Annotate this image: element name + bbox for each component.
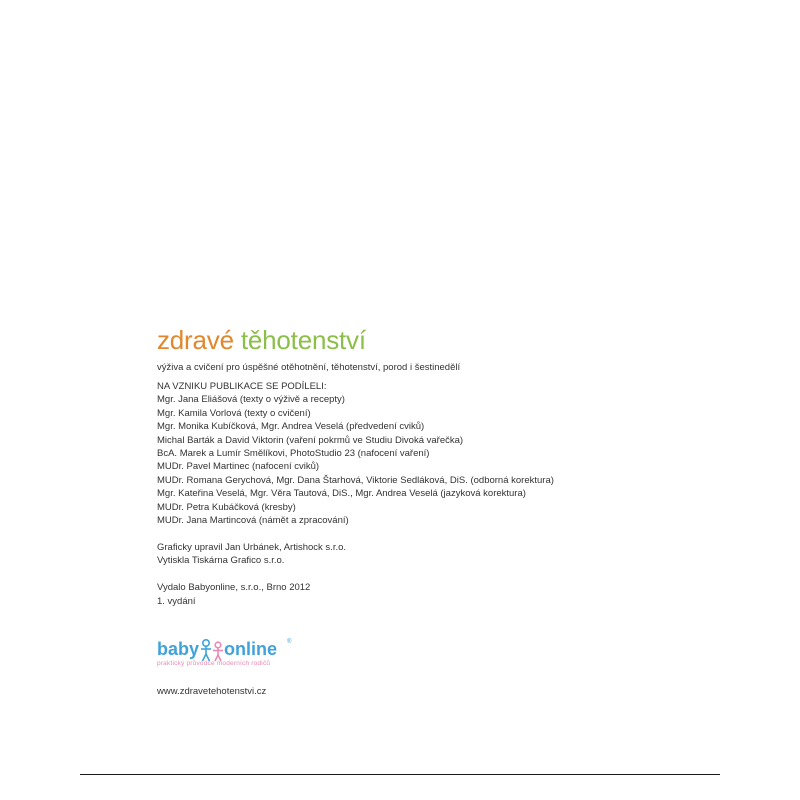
title-word-tehotenstvi: těhotenství xyxy=(240,325,366,355)
logo-tagline: praktický průvodce moderních rodičů xyxy=(157,660,271,667)
babyonline-logo xyxy=(157,638,317,674)
bottom-rule xyxy=(80,774,720,775)
edition-line: 1. vydání xyxy=(157,595,196,607)
credit-line: BcA. Marek a Lumír Smělíkovi, PhotoStudio 23 (nafocení vaření) xyxy=(157,448,430,460)
spacer xyxy=(157,568,554,581)
credit-line: MUDr. Pavel Martinec (nafocení cviků) xyxy=(157,461,320,473)
graphic-design-line: Graficky upravil Jan Urbánek, Artishock s.r.o. xyxy=(157,541,347,553)
printer-line: Vytiskla Tiskárna Grafico s.r.o. xyxy=(157,555,285,567)
publisher-line: Vydalo Babyonline, s.r.o., Brno 2012 xyxy=(157,582,311,594)
credit-line: Mgr. Kamila Vorlová (texty o cvičení) xyxy=(157,407,311,419)
credit-line: Mgr. Jana Eliášová (texty o výživě a recepty) xyxy=(157,394,345,406)
title-word-zdrave: zdravé xyxy=(157,325,234,355)
credit-line: MUDr. Jana Martincová (námět a zpracování) xyxy=(157,515,349,527)
credit-line: Michal Barták a David Viktorin (vaření pokrmů ve Studiu Divoká vařečka) xyxy=(157,434,464,446)
credits-block xyxy=(157,380,554,608)
logo-text-baby: baby xyxy=(157,639,200,659)
credit-line: MUDr. Petra Kubáčková (kresby) xyxy=(157,501,296,513)
book-title xyxy=(157,324,366,356)
book-subtitle: výživa a cvičení pro úspěšné otěhotnění, těhotenství, porod i šestinedělí xyxy=(157,362,461,373)
website-url: www.zdravetehotenstvi.cz xyxy=(157,686,267,697)
spacer xyxy=(157,527,554,540)
credits-heading: NA VZNIKU PUBLIKACE SE PODÍLELI: xyxy=(157,381,327,392)
credit-line: Mgr. Kateřina Veselá, Mgr. Věra Tautová, DiS., Mgr. Andrea Veselá (jazyková korektura) xyxy=(157,488,526,500)
logo-text-online: online xyxy=(224,639,277,659)
registered-mark: ® xyxy=(287,639,292,645)
credit-line: Mgr. Monika Kubíčková, Mgr. Andrea Veselá (předvedení cviků) xyxy=(157,421,425,433)
credit-line: MUDr. Romana Gerychová, Mgr. Dana Štarhová, Viktorie Sedláková, DiS. (odborná korektura) xyxy=(157,474,554,486)
